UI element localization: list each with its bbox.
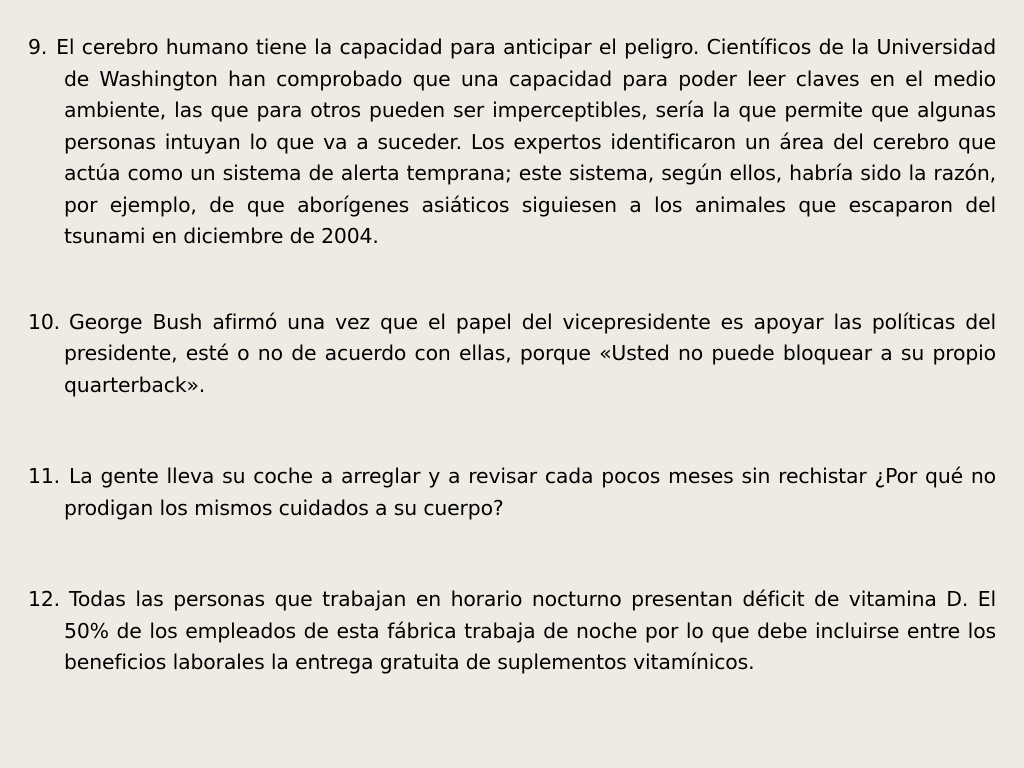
list-item-10 xyxy=(28,307,996,402)
item-text: El cerebro humano tiene la capacidad para anticipar el peligro. Científicos de la Universidad de Washington han comprobado que una capacidad para poder leer claves en el medio ambiente, las que para otros pueden ser imperceptibles, sería la que permite que algunas personas intuyan lo que va a suceder. Los expertos identificaron un área del cerebro que actúa como un sistema de alerta temprana; este sistema, según ellos, habría sido la razón, por ejemplo, de que aborígenes asiáticos siguiesen a los animales que escaparon del tsunami en diciembre de 2004. xyxy=(56,35,996,248)
item-text: La gente lleva su coche a arreglar y a revisar cada pocos meses sin rechistar ¿Por qué no prodigan los mismos cuidados a su cuerpo? xyxy=(64,464,996,520)
item-text: George Bush afirmó una vez que el papel del vicepresidente es apoyar las políticas del presidente, esté o no de acuerdo con ellas, porque «Usted no puede bloquear a su propio quarterback». xyxy=(64,309,996,397)
list-item-9 xyxy=(28,32,996,253)
item-number: 11. xyxy=(28,464,60,488)
item-number: 12. xyxy=(28,587,60,611)
item-number: 10. xyxy=(28,309,60,334)
list-item-11 xyxy=(28,461,996,524)
slide-content xyxy=(28,32,996,679)
item-number: 9. xyxy=(28,35,48,59)
item-text: Todas las personas que trabajan en horario nocturno presentan déficit de vitamina D. El 50% de los empleados de esta fábrica trabaja de noche por lo que debe incluirse entre los beneficios laborales la entrega gratuita de suplementos vitamínicos. xyxy=(64,587,996,674)
list-item-12 xyxy=(28,584,996,679)
